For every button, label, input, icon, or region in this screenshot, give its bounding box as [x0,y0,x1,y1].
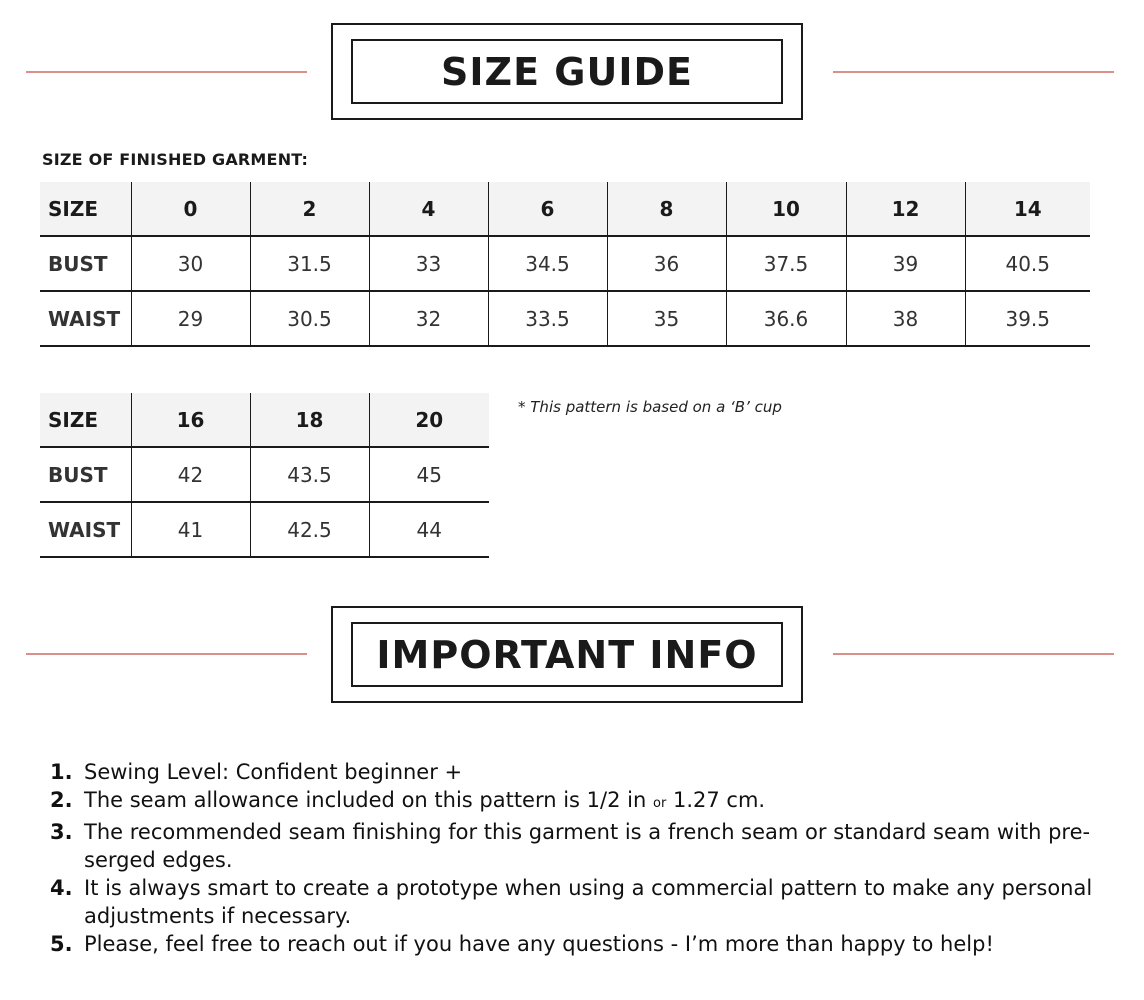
list-item [50,786,1130,818]
table-cell: 30.5 [250,291,369,346]
item-number: 1. [50,760,73,784]
table-cell: 30 [131,236,250,291]
item-number: 2. [50,788,73,812]
size-guide-title: SIZE GUIDE [351,39,783,104]
item-number: 4. [50,876,73,900]
cup-size-note: * This pattern is based on a ‘B’ cup [518,398,782,416]
item-text: 1.27 cm. [672,788,766,812]
header-cell: 6 [488,182,607,236]
header-cell: 14 [965,182,1090,236]
left-divider-line [26,71,307,73]
table-cell: 42.5 [250,502,369,557]
table-cell: 43.5 [250,447,369,502]
right-divider-line [833,653,1114,655]
item-number: 5. [50,932,73,956]
important-info-title: IMPORTANT INFO [351,622,783,687]
table-cell: 42 [131,447,250,502]
table-cell: 35 [607,291,726,346]
table-cell: 37.5 [726,236,846,291]
row-label: BUST [40,447,131,502]
table-cell: 44 [369,502,489,557]
size-table-extended [40,393,489,558]
header-cell: 10 [726,182,846,236]
table-cell: 33.5 [488,291,607,346]
header-cell: 2 [250,182,369,236]
header-cell: 0 [131,182,250,236]
header-cell: 4 [369,182,488,236]
header-cell: 8 [607,182,726,236]
item-text: It is always smart to create a prototype when using a commercial pattern to make any personal adjustments if necessary. [84,876,1093,928]
table-cell: 39.5 [965,291,1090,346]
table-cell: 41 [131,502,250,557]
header-cell: 12 [846,182,965,236]
left-divider-line [26,653,307,655]
table-cell: 29 [131,291,250,346]
list-item [50,758,1130,786]
table-row [40,236,1090,291]
table-cell: 32 [369,291,488,346]
important-info-title-box [331,606,803,703]
header-cell: SIZE [40,182,131,236]
header-cell: SIZE [40,393,131,447]
table-cell: 34.5 [488,236,607,291]
table-cell: 40.5 [965,236,1090,291]
info-list [50,758,1130,958]
item-number: 3. [50,820,73,844]
table-row [40,291,1090,346]
table-row [40,447,489,502]
table-cell: 45 [369,447,489,502]
item-text-connector: or [652,796,667,811]
row-label: BUST [40,236,131,291]
table-header-row [40,182,1090,236]
table-row [40,502,489,557]
table-header-row [40,393,489,447]
right-divider-line [833,71,1114,73]
header-cell: 20 [369,393,489,447]
header-cell: 16 [131,393,250,447]
list-item [50,818,1130,874]
size-table-primary [40,182,1090,347]
table-cell: 38 [846,291,965,346]
table-cell: 36.6 [726,291,846,346]
table-cell: 36 [607,236,726,291]
size-guide-title-box [331,23,803,120]
finished-garment-subheading: SIZE OF FINISHED GARMENT: [42,150,309,169]
item-text: Please, feel free to reach out if you have any questions - I’m more than happy to help! [84,932,994,956]
header-cell: 18 [250,393,369,447]
row-label: WAIST [40,291,131,346]
item-text: The seam allowance included on this pattern is 1/2 in [84,788,647,812]
table-cell: 31.5 [250,236,369,291]
item-text: The recommended seam finishing for this garment is a french seam or standard seam with pre-serged edges. [84,820,1091,872]
list-item [50,930,1130,958]
table-cell: 39 [846,236,965,291]
item-text: Sewing Level: Confident beginner + [84,760,463,784]
row-label: WAIST [40,502,131,557]
list-item [50,874,1130,930]
table-cell: 33 [369,236,488,291]
